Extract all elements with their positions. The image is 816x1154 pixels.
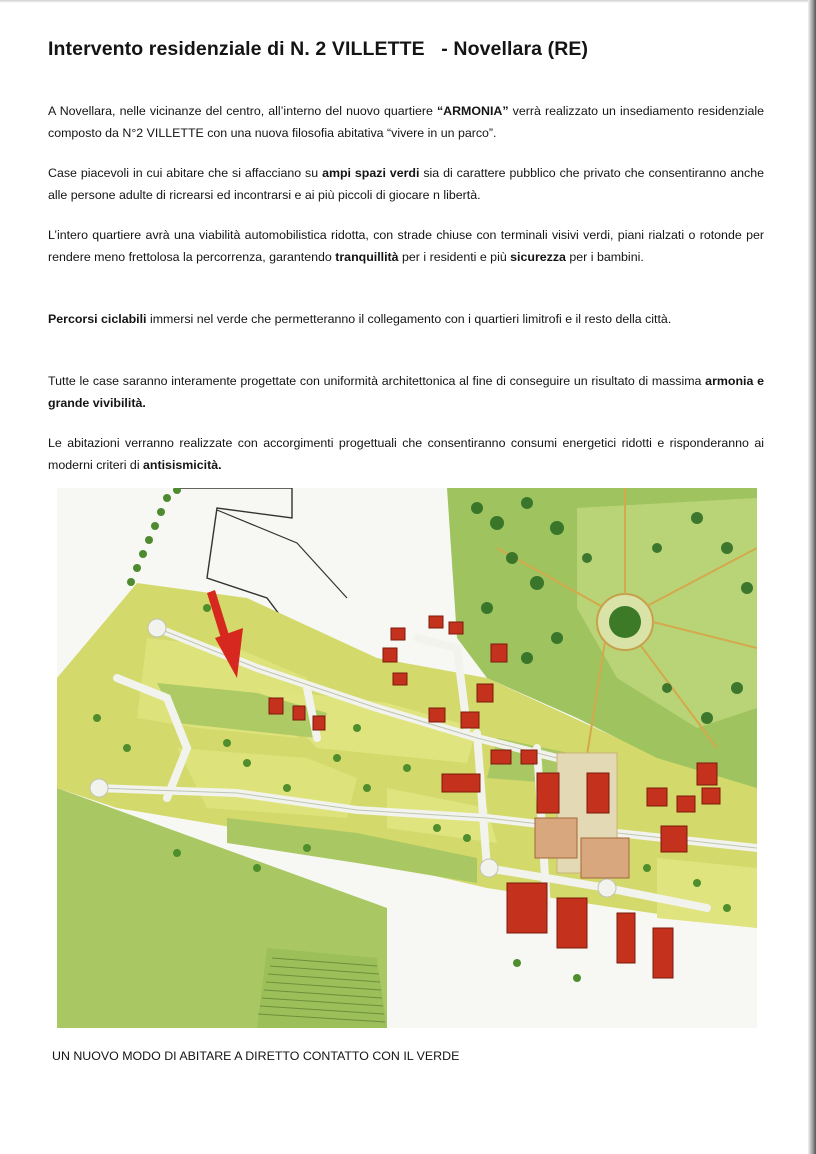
building <box>461 712 479 728</box>
building <box>393 673 407 685</box>
paragraph-1 <box>48 100 764 144</box>
map-caption: UN NUOVO MODO DI ABITARE A DIRETTO CONTATTO CON IL VERDE <box>52 1049 460 1063</box>
building <box>521 750 537 764</box>
building <box>429 616 443 628</box>
text-segment: sia di carattere pubblico che privato che consentiranno anche alle persone adulte di ricrearsi ed incontrarsi e ai più piccoli di giocare n libertà. <box>48 166 764 202</box>
building <box>391 628 405 640</box>
building <box>587 773 609 813</box>
building <box>269 698 283 714</box>
roundabout <box>480 859 498 877</box>
roundabout <box>90 779 108 797</box>
text-segment: verrà realizzato un insediamento residenziale composto da N°2 VILLETTE con una nuova filosofia abitativa “vivere in un parco”. <box>48 104 764 140</box>
building <box>677 796 695 812</box>
bold-text: tranquillità <box>335 250 399 264</box>
building <box>429 708 445 722</box>
building <box>507 883 547 933</box>
text-segment: per i bambini. <box>565 250 644 264</box>
paragraph-6 <box>48 432 764 476</box>
building <box>702 788 720 804</box>
building <box>383 648 397 662</box>
document-title: Intervento residenziale di N. 2 VILLETTE - Novellara (RE) <box>48 38 589 60</box>
plaza-building <box>581 838 629 878</box>
text-segment: Case piacevoli in cui abitare che si affacciano su <box>48 166 323 180</box>
page-top-edge <box>0 0 816 3</box>
bold-text: “ARMONIA” <box>436 104 509 118</box>
building <box>557 898 587 948</box>
building <box>661 826 687 852</box>
bold-text: antisismicità. <box>143 458 222 472</box>
roundabout <box>148 619 166 637</box>
page-right-edge <box>808 0 816 1154</box>
paragraph-2 <box>48 162 764 206</box>
building <box>491 644 507 662</box>
building <box>697 763 717 785</box>
paragraph-5 <box>48 370 764 414</box>
building <box>313 716 325 730</box>
building <box>477 684 493 702</box>
bold-text: ampi spazi verdi <box>322 166 420 180</box>
building <box>442 774 480 792</box>
agricultural-field <box>257 948 387 1028</box>
building <box>293 706 305 720</box>
paragraph-3 <box>48 224 764 268</box>
plaza-building <box>535 818 577 858</box>
building <box>653 928 673 978</box>
text-segment: Le abitazioni verranno realizzate con accorgimenti progettuali che consentiranno consumi energetici ridotti e risponderanno ai moderni criteri di <box>48 436 764 472</box>
text-segment: immersi nel verde che permetteranno il collegamento con i quartieri limitrofi e il resto della città. <box>146 312 672 326</box>
building <box>491 750 511 764</box>
text-segment: Tutte le case saranno interamente progettate con uniformità architettonica al fine di conseguire un risultato di massima <box>48 374 706 388</box>
site-plan-map <box>57 488 757 1028</box>
bold-text: armonia e grande vivibilità. <box>48 374 764 410</box>
building <box>537 773 559 813</box>
bold-text: Percorsi ciclabili <box>48 312 147 326</box>
text-segment: A Novellara, nelle vicinanze del centro, all’interno del nuovo quartiere <box>48 104 437 118</box>
bold-text: sicurezza <box>510 250 566 264</box>
paragraph-4 <box>48 308 764 330</box>
text-segment: per i residenti e più <box>398 250 511 264</box>
text-segment: L’intero quartiere avrà una viabilità automobilistica ridotta, con strade chiuse con terminali visivi verdi, piani rialzati o rotonde per rendere meno frettolosa la percorrenza, garantendo <box>48 228 764 264</box>
building <box>617 913 635 963</box>
residential-lot <box>657 858 757 928</box>
roundabout <box>598 879 616 897</box>
building <box>647 788 667 806</box>
building <box>449 622 463 634</box>
